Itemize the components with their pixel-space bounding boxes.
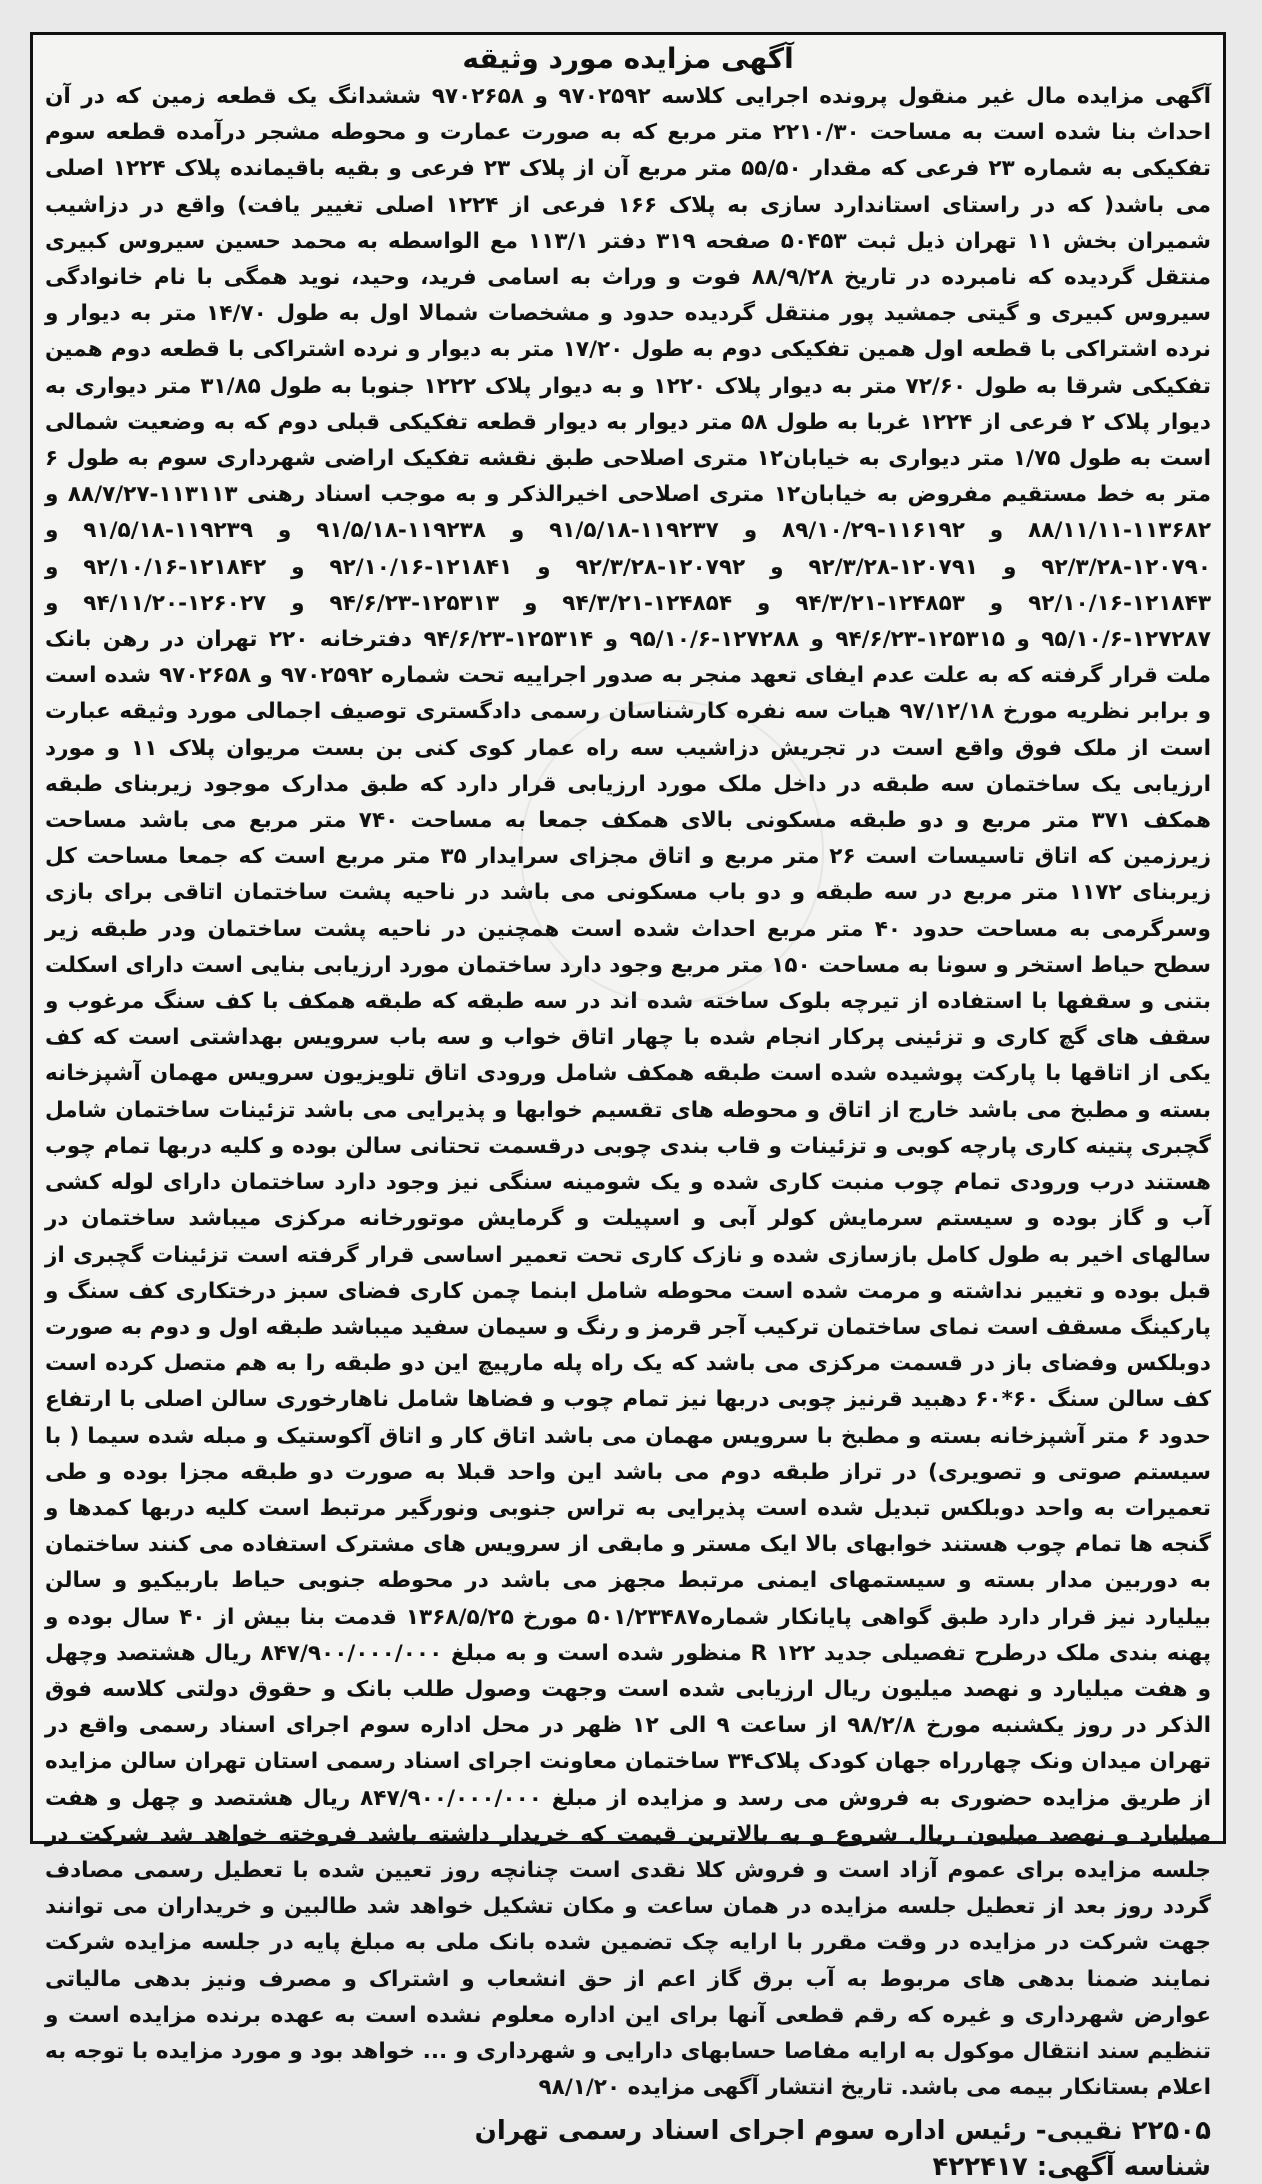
notice-ad-id: شناسه آگهی: ۴۲۲۴۱۷ bbox=[932, 2152, 1211, 2183]
notice-title: آگهی مزایده مورد وثیقه bbox=[462, 42, 794, 75]
notice-body: آگهی مزایده مال غیر منقول پرونده اجرایی کلاسه ۹۷۰۲۵۹۲ و ۹۷۰۲۶۵۸ ششدانگ یک قطعه زمین که در آن احداث بنا شده است به مساحت ۲۲۱۰/۳۰ متر مربع که به صورت عمارت و محوطه مشجر درآمده قطعه سوم تفکیکی به شماره ۲۳ فرعی که مقدار ۵۵/۵۰ متر مربع آن از پلاک ۲۳ فرعی و بقیه باقیمانده پلاک ۱۲۲۴ اصلی می باشد( که در راستای استاندارد سازی به پلاک ۱۶۶ فرعی از ۱۲۲۴ اصلی تغییر یافت) واقع در دزاشیب شمیران بخش ۱۱ تهران ذیل ثبت ۵۰۴۵۳ صفحه ۳۱۹ دفتر ۱۱۳/۱ مع الواسطه به محمد حسین سیروس کبیری منتقل گردیده که نامبرده در تاریخ ۸۸/۹/۲۸ فوت و وراث به اسامی فرید، وحید، نوید همگی با نام خانوادگی سیروس کبیری و گیتی جمشید پور منتقل گردیده حدود و مشخصات شمالا اول به طول ۱۴/۷۰ متر به دیوار و نرده اشتراکی با قطعه اول همین تفکیکی دوم به طول ۱۷/۲۰ متر به دیوار و نرده اشتراکی با قطعه دوم همین تفکیکی شرقا به طول ۷۲/۶۰ متر به دیوار پلاک ۱۲۲۰ و به دیوار پلاک ۱۲۲۲ جنوبا به طول ۳۱/۸۵ متر دیواری به دیوار پلاک ۲ فرعی از ۱۲۲۴ غربا به طول ۵۸ متر دیوار به دیوار قطعه تفکیکی قبلی دوم که به وضعیت شمالی است به طول ۱/۷۵ متر دیواری به خیابان۱۲ متری اصلاحی طبق نقشه تفکیک اراضی شهرداری سوم به طول ۶ متر به خط مستقیم مفروض به خیابان۱۲ متری اصلاحی اخیرالذکر و به موجب اسناد رهنی ۱۱۳۱۱۳-۸۸/۷/۲۷ و ۱۱۳۶۸۲-۸۸/۱۱/۱۱ و ۱۱۶۱۹۲-۸۹/۱۰/۲۹ و ۱۱۹۲۳۷-۹۱/۵/۱۸ و ۱۱۹۲۳۸-۹۱/۵/۱۸ و ۱۱۹۲۳۹-۹۱/۵/۱۸ و ۱۲۰۷۹۰-۹۲/۳/۲۸ و ۱۲۰۷۹۱-۹۲/۳/۲۸ و ۱۲۰۷۹۲-۹۲/۳/۲۸ و ۱۲۱۸۴۱-۹۲/۱۰/۱۶ و ۱۲۱۸۴۲-۹۲/۱۰/۱۶ و ۱۲۱۸۴۳-۹۲/۱۰/۱۶ و ۱۲۴۸۵۳-۹۴/۳/۲۱ و ۱۲۴۸۵۴-۹۴/۳/۲۱ و ۱۲۵۳۱۳-۹۴/۶/۲۳ و ۱۲۶۰۲۷-۹۴/۱۱/۲۰ و ۱۲۷۲۸۷-۹۵/۱۰/۶ و ۱۲۵۳۱۵-۹۴/۶/۲۳ و ۱۲۷۲۸۸-۹۵/۱۰/۶ و ۱۲۵۳۱۴-۹۴/۶/۲۳ دفترخانه ۲۲۰ تهران در رهن بانک ملت قرار گرفته که به علت عدم ایفای تعهد منجر به صدور اجراییه تحت شماره ۹۷۰۲۵۹۲ و ۹۷۰۲۶۵۸ شده است و برابر نظریه مورخ ۹۷/۱۲/۱۸ هیات سه نفره کارشناسان رسمی دادگستری توصیف اجمالی مورد وثیقه عبارت است از ملک فوق واقع است در تجریش دزاشیب سه راه عمار کوی کنی بن بست مریوان پلاک ۱۱ و مورد ارزیابی یک ساختمان سه طبقه در داخل ملک مورد ارزیابی قرار دارد که طبق مدارک موجود زیربنای طبقه همکف ۳۷۱ متر مربع و دو طبقه مسکونی بالای همکف جمعا به مساحت ۷۴۰ متر مربع می باشد مساحت زیرزمین که اتاق تاسیسات است ۲۶ متر مربع و اتاق مجزای سرایدار ۳۵ متر مربع است که جمعا مساحت کل زیربنای ۱۱۷۲ متر مربع در سه طبقه و دو باب مسکونی می باشد در ناحیه پشت ساختمان اتاقی برای بازی وسرگرمی به مساحت حدود ۴۰ متر مربع احداث شده است همچنین در ناحیه پشت ساختمان ودر طبقه زیر سطح حیاط استخر و سونا به مساحت ۱۵۰ متر مربع وجود دارد ساختمان مورد ارزیابی بنایی است دارای اسکلت بتنی و سقفها با استفاده از تیرچه بلوک ساخته شده اند در سه طبقه که طبقه همکف با کف سنگ مرغوب و سقف های گچ کاری و تزئینی پرکار انجام شده با چهار اتاق خواب و سه باب سرویس بهداشتی است که کف یکی از اتاقها با پارکت پوشیده شده است طبقه همکف شامل ورودی اتاق تلویزیون سرویس مهمان آشپزخانه بسته و مطبخ می باشد خارج از اتاق و محوطه های تقسیم خوابها و پذیرایی می باشد تزئینات ساختمان شامل گچبری پتینه کاری پارچه کوبی و تزئینات و قاب بندی چوبی درقسمت تحتانی سالن بوده و کلیه دربها تمام چوب هستند درب ورودی تمام چوب منبت کاری شده و یک شومینه سنگی نیز وجود دارد ساختمان دارای لوله کشی آب و گاز بوده و سیستم سرمایش کولر آبی و اسپیلت و گرمایش موتورخانه مرکزی میباشد ساختمان در سالهای اخیر به طول کامل بازسازی شده و نازک کاری تحت تعمیر اساسی قرار گرفته است تزئینات گچبری از قبل بوده و تغییر نداشته و مرمت شده است محوطه شامل ابنما چمن کاری فضای سبز درختکاری کف سنگ و پارکینگ مسقف است نمای ساختمان ترکیب آجر قرمز و رنگ و سیمان سفید میباشد طبقه اول و دوم به صورت دوبلکس وفضای باز در قسمت مرکزی می باشد که یک راه پله مارپیچ این دو طبقه را به هم متصل کرده است کف سالن سنگ ۶۰*۶۰ دهبید قرنیز چوبی دربها نیز تمام چوب و فضاها شامل ناهارخوری سالن اصلی با ارتفاع حدود ۶ متر آشپزخانه بسته و مطبخ با سرویس مهمان می باشد اتاق کار و اتاق آکوستیک و مبله شده سیما ( با سیستم صوتی و تصویری) در تراز طبقه دوم می باشد این واحد قبلا به صورت دو طبقه مجزا بوده و طی تعمیرات به واحد دوبلکس تبدیل شده است پذیرایی به تراس جنوبی ونورگیر مرتبط است کلیه دربها کمدها و گنجه ها تمام چوب هستند خوابهای بالا ایک مستر و مابقی از سرویس های مشترک استفاده می کنند ساختمان به دوربین مدار بسته و سیستمهای ایمنی مرتبط مجهز می باشد در محوطه جنوبی حیاط باربیکیو و سالن بیلیارد نیز قرار دارد طبق گواهی پایانکار شماره۵۰۱/۲۳۴۸۷ مورخ ۱۳۶۸/۵/۲۵ قدمت بنا بیش از ۴۰ سال بوده و پهنه بندی ملک درطرح تفصیلی جدید R ۱۲۲ منظور شده است و به مبلغ ۸۴۷/۹۰۰/۰۰۰/۰۰۰ ریال هشتصد وچهل و هفت میلیارد و نهصد میلیون ریال ارزیابی شده است وجهت وصول طلب بانک و حقوق دولتی کلاسه فوق الذکر در روز یکشنبه مورخ ۹۸/۲/۸ از ساعت ۹ الی ۱۲ ظهر در محل اداره سوم اجرای اسناد رسمی واقع در تهران میدان ونک چهارراه جهان کودک پلاک۳۴ ساختمان معاونت اجرای اسناد رسمی استان تهران سالن مزایده از طریق مزایده حضوری به فروش می رسد و مزایده از مبلغ ۸۴۷/۹۰۰/۰۰۰/۰۰۰ ریال هشتصد و چهل و هفت میلیارد و نهصد میلیون ریال شروع و به بالاترین قیمت که خریدار داشته باشد فروخته خواهد شد شرکت در جلسه مزایده برای عموم آزاد است و فروش کلا نقدی است چنانچه روز تعیین شده با تعطیل رسمی مصادف گردد روز بعد از تعطیل جلسه مزایده در همان ساعت و مکان تشکیل خواهد شد طالبین و خریداران می توانند جهت شرکت در مزایده در وقت مقرر با ارایه چک تضمین شده بانک ملی به مبلغ پایه در جلسه مزایده شرکت نمایند ضمنا بدهی های مربوط به آب برق گاز اعم از حق انشعاب و اشتراک و مصرف ونیز بدهی مالیاتی عوارض شهرداری و غیره که رقم قطعی آنها برای این اداره معلوم نشده است به عهده برنده مزایده است و تنظیم سند انتقال موکول به ارایه مفاصا حسابهای دارایی و شهرداری و ... خواهد بود و مورد مزایده با توجه به اعلام بستانکار بیمه می باشد. تاریخ انتشار آگهی مزایده ۹۸/۱/۲۰ bbox=[45, 84, 1212, 2101]
notice-paper bbox=[30, 32, 1226, 2183]
notice-signature: ۲۲۵۰۵ نقیبی- رئیس اداره سوم اجرای اسناد رسمی تهران bbox=[474, 2116, 1211, 2147]
